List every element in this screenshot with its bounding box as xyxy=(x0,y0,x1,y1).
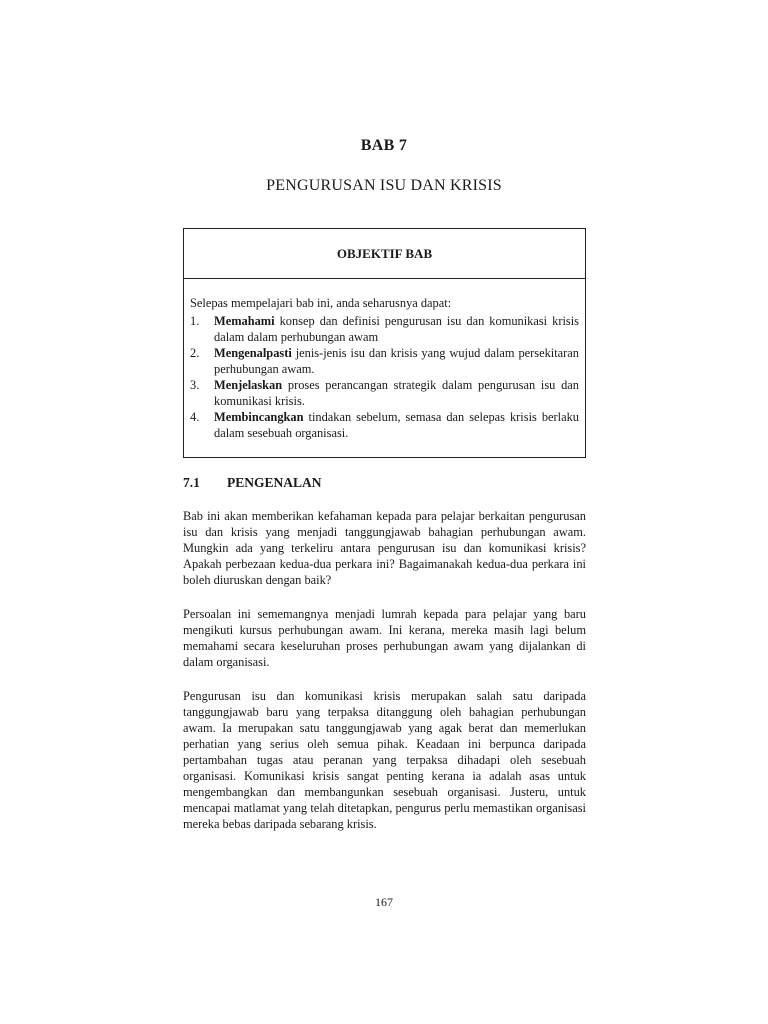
objectives-list xyxy=(190,313,579,441)
objective-number: 4. xyxy=(190,410,200,424)
section-heading xyxy=(183,475,322,491)
section-number: 7.1 xyxy=(183,475,200,490)
body-paragraph: Bab ini akan memberikan kefahaman kepada para pelajar berkaitan pengurusan isu dan krisis yang menjadi tanggungjawab bahagian perhubungan awam. Mungkin ada yang terkeliru antara pengurusan isu dan komunikasi krisis? Apakah perbezaan kedua-dua perkara ini? Bagaimanakah kedua-dua perkara ini boleh diuruskan dengan baik? xyxy=(183,509,586,587)
objectives-box xyxy=(183,228,586,458)
section-title: PENGENALAN xyxy=(227,475,322,490)
objective-number: 3. xyxy=(190,378,200,392)
objective-text: proses perancangan strategik dalam pengurusan isu dan komunikasi krisis. xyxy=(214,378,579,408)
chapter-number: BAB 7 xyxy=(360,137,408,154)
objectives-intro: Selepas mempelajari bab ini, anda seharusnya dapat: xyxy=(190,296,452,310)
body-paragraph: Pengurusan isu dan komunikasi krisis merupakan salah satu daripada tanggungjawab baru yang terpaksa ditanggung oleh bahagian perhubungan awam. Ia merupakan satu tanggungjawab yang agak berat dan memerlukan perhatian yang serius oleh semua pihak. Keadaan ini berpunca daripada pertambahan tugas atau peranan yang terpaksa dihadapi oleh sesebuah organisasi. Komunikasi krisis sangat penting kerana ia adalah asas untuk mengembangkan dan membangunkan sesebuah organisasi. Justeru, untuk mencapai matlamat yang telah ditetapkan, pengurus perlu memastikan organisasi mereka bebas daripada sebarang krisis. xyxy=(183,689,586,831)
objective-item xyxy=(190,345,579,377)
chapter-title: PENGURUSAN ISU DAN KRISIS xyxy=(266,177,502,194)
objectives-heading: OBJEKTIF BAB xyxy=(184,229,585,279)
objective-keyword: Menjelaskan xyxy=(214,378,283,392)
objective-item xyxy=(190,377,579,409)
objective-text: jenis-jenis isu dan krisis yang wujud dalam persekitaran perhubungan awam. xyxy=(214,346,579,376)
objective-number: 2. xyxy=(190,346,200,360)
objective-item xyxy=(190,409,579,441)
objective-keyword: Membincangkan xyxy=(214,410,304,424)
objectives-body xyxy=(184,279,585,441)
objective-text: konsep dan definisi pengurusan isu dan komunikasi krisis dalam dalam perhubungan awam xyxy=(214,314,579,344)
objective-keyword: Mengenalpasti xyxy=(214,346,292,360)
objective-keyword: Memahami xyxy=(214,314,275,328)
body-paragraph: Persoalan ini sememangnya menjadi lumrah kepada para pelajar yang baru mengikuti kursus perhubungan awam. Ini kerana, mereka masih lagi belum memahami secara keseluruhan proses perhubungan awam yang dijalankan di dalam organisasi. xyxy=(183,607,586,669)
page-number: 167 xyxy=(375,895,393,909)
objective-text: tindakan sebelum, semasa dan selepas krisis berlaku dalam sesebuah organisasi. xyxy=(214,410,579,440)
objective-item xyxy=(190,313,579,345)
objective-number: 1. xyxy=(190,314,200,328)
